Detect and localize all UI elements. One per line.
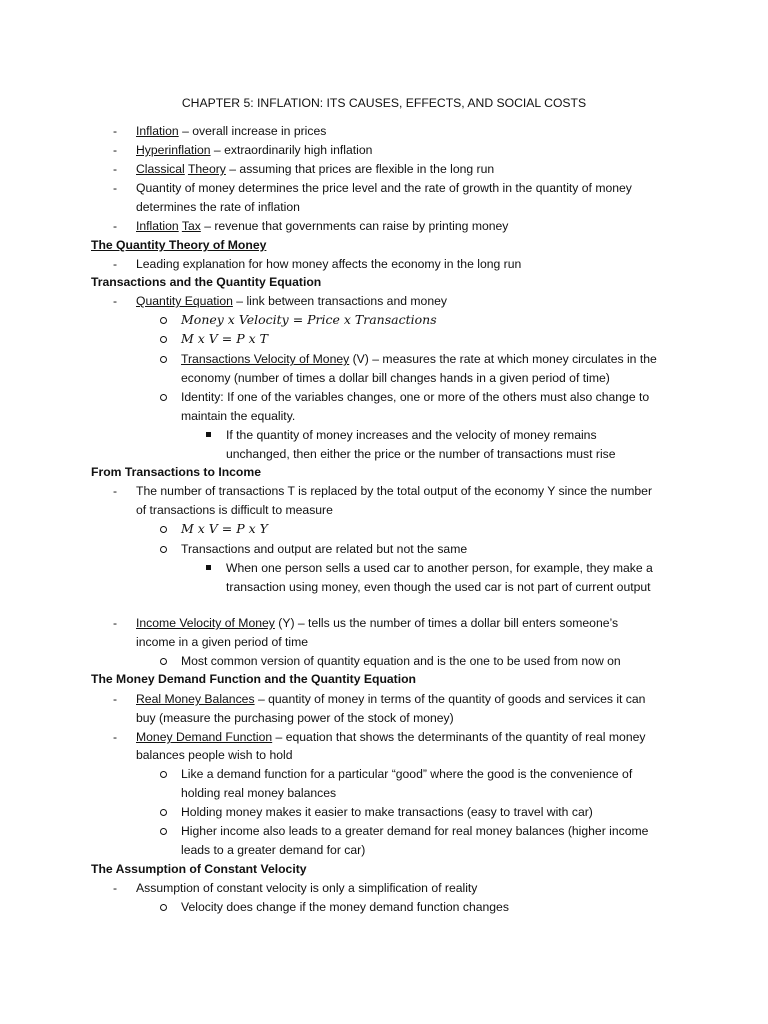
section-heading: Transactions and the Quantity Equation [91,275,322,289]
dash-bullet: - [113,181,118,195]
list-item-line: balances people wish to hold [136,748,293,762]
list-item: Leading explanation for how money affects the economy in the long run [136,257,522,271]
list-item-line: determines the rate of inflation [136,200,300,214]
list-item-line: unchanged, then either the price or the number of transactions must rise [226,447,616,461]
definition: (V) – measures the rate at which money circulates in the [349,352,657,366]
dash-bullet: - [113,124,118,138]
definition: – equation that shows the determinants of the quantity of real money [272,730,646,744]
list-item: Most common version of quantity equation and is the one to be used from now on [181,654,621,668]
circle-bullet [160,336,167,343]
dash-bullet: - [113,143,118,157]
term-classical: Classical [136,162,185,176]
term-transactions-velocity: Transactions Velocity of Money [181,352,350,366]
list-item-line: Like a demand function for a particular “good” where the good is the convenience of [181,767,633,781]
dash-bullet: - [113,616,118,630]
definition: – extraordinarily high inflation [210,143,373,157]
dash-bullet: - [113,484,118,498]
list-item-line: buy (measure the purchasing power of the stock of money) [136,711,454,725]
dash-bullet: - [113,162,118,176]
circle-bullet [160,828,167,835]
list-item [136,218,508,234]
dash-bullet: - [113,257,118,271]
definition: – link between transactions and money [232,294,447,308]
list-item-line: Identity: If one of the variables changes, one or more of the others must also change to [181,390,650,404]
circle-bullet [160,356,167,363]
list-item-line: of transactions is difficult to measure [136,503,333,517]
list-item-line: leads to a greater demand for car) [181,843,366,857]
list-item [136,615,618,631]
circle-bullet [160,394,167,401]
list-item [136,123,326,139]
term-hyperinflation: Hyperinflation [136,143,211,157]
dash-bullet: - [113,730,118,744]
definition: – assuming that prices are flexible in the long run [225,162,495,176]
equation: M x V = P x T [181,331,268,346]
square-bullet [206,565,211,570]
equation: M x V = P x Y [181,521,268,536]
list-item: Velocity does change if the money demand function changes [181,900,509,914]
list-item-line: If the quantity of money increases and the velocity of money remains [226,428,597,442]
definition: – revenue that governments can raise by printing money [200,219,509,233]
dash-bullet: - [113,219,118,233]
list-item-line: income in a given period of time [136,635,309,649]
square-bullet [206,432,211,437]
circle-bullet [160,658,167,665]
list-item-line: holding real money balances [181,786,337,800]
list-item: Transactions and output are related but not the same [181,542,468,556]
circle-bullet [160,904,167,911]
list-item: Holding money makes it easier to make transactions (easy to travel with car) [181,805,593,819]
list-item [136,729,645,745]
list-item: Assumption of constant velocity is only a simplification of reality [136,881,478,895]
dash-bullet: - [113,881,118,895]
list-item-line: Quantity of money determines the price level and the rate of growth in the quantity of money [136,181,632,195]
section-heading: From Transactions to Income [91,465,261,479]
list-item [136,691,645,707]
definition: – quantity of money in terms of the quantity of goods and services it can [254,692,646,706]
list-item-line: transaction using money, even though the used car is not part of current output [226,580,651,594]
list-item [181,351,657,367]
term-theory: Theory [187,162,226,176]
list-item [136,293,447,309]
list-item [136,161,494,177]
section-heading: The Quantity Theory of Money [91,238,267,252]
circle-bullet [160,526,167,533]
definition: – overall increase in prices [178,124,327,138]
dash-bullet: - [113,294,118,308]
equation: Money x Velocity = Price x Transactions [181,312,437,327]
page-title: CHAPTER 5: INFLATION: ITS CAUSES, EFFECTS, AND SOCIAL COSTS [181,96,587,110]
term-quantity-equation: Quantity Equation [136,294,233,308]
section-heading: The Money Demand Function and the Quantity Equation [91,672,417,686]
circle-bullet [160,809,167,816]
list-item-line: Higher income also leads to a greater demand for real money balances (higher income [181,824,649,838]
list-item-line: The number of transactions T is replaced by the total output of the economy Y since the number [136,484,653,498]
term-inflation: Inflation [136,219,179,233]
list-item-line: maintain the equality. [181,409,296,423]
section-heading: The Assumption of Constant Velocity [91,862,307,876]
term-money-demand-function: Money Demand Function [136,730,273,744]
circle-bullet [160,771,167,778]
circle-bullet [160,317,167,324]
term-tax: Tax [181,219,201,233]
list-item-line: When one person sells a used car to another person, for example, they make a [226,561,653,575]
term-inflation: Inflation [136,124,179,138]
definition: (Y) – tells us the number of times a dollar bill enters someone’s [274,616,619,630]
dash-bullet: - [113,692,118,706]
term-income-velocity: Income Velocity of Money [136,616,275,630]
list-item-line: economy (number of times a dollar bill changes hands in a given period of time) [181,371,610,385]
term-real-money-balances: Real Money Balances [136,692,255,706]
circle-bullet [160,546,167,553]
list-item [136,142,372,158]
